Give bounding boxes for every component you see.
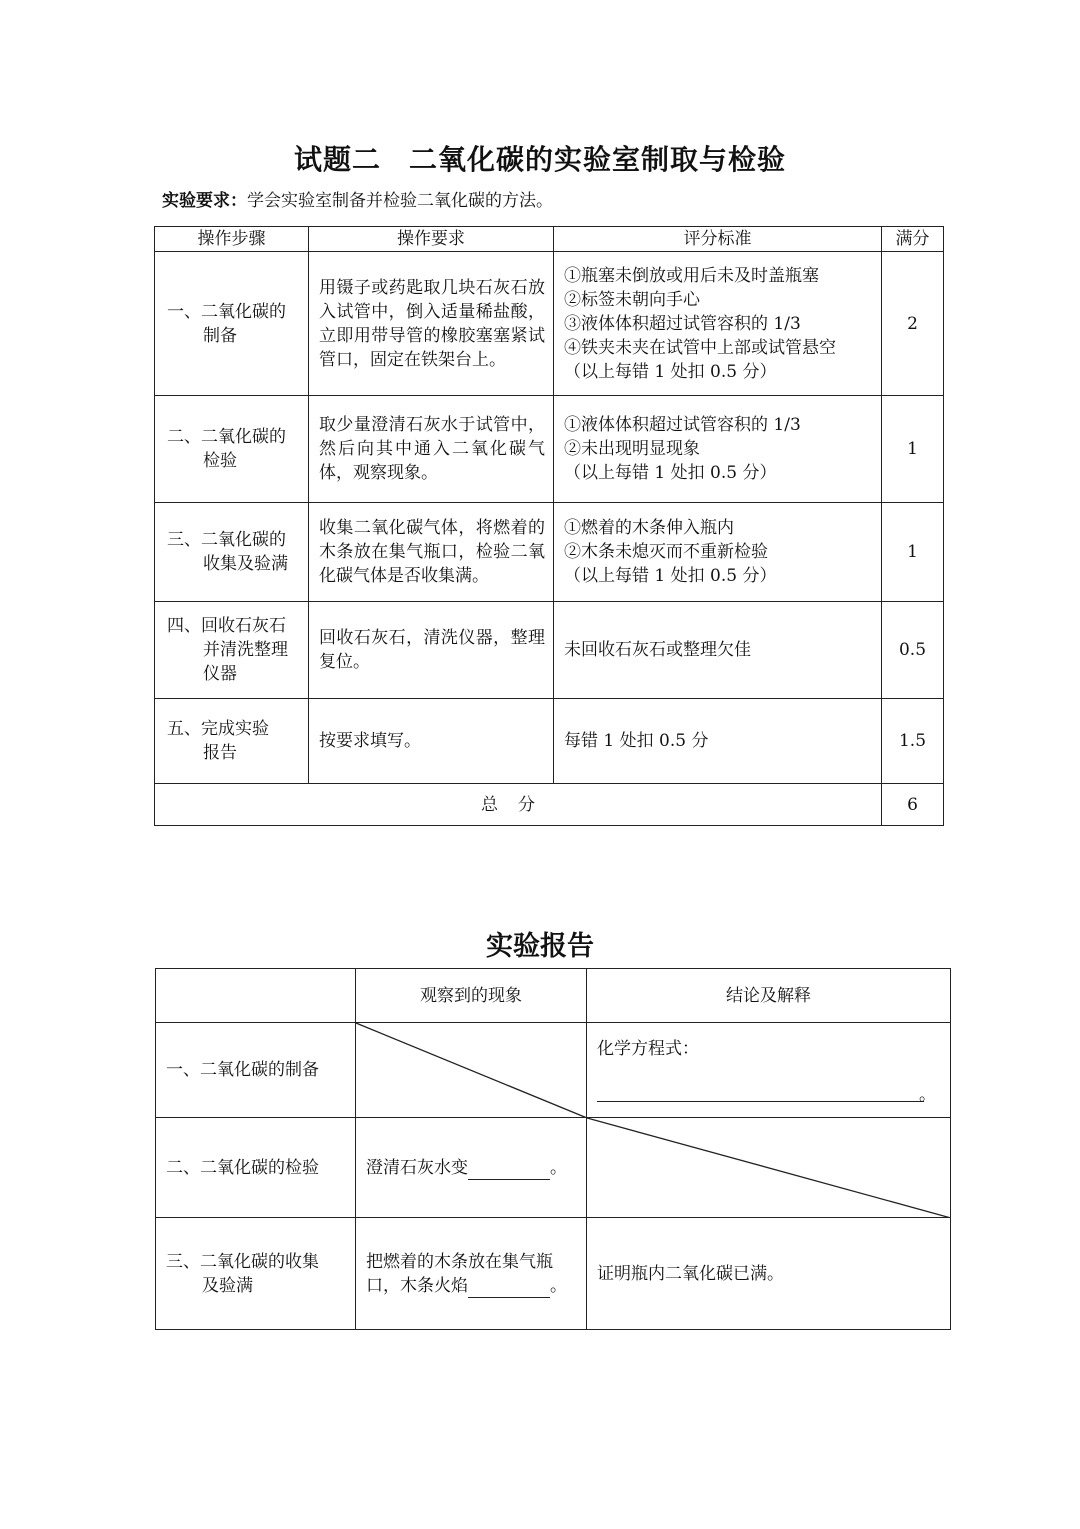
table-row: [155, 699, 944, 784]
scoring-table: [154, 226, 944, 826]
step-cell: 四、回收石灰石 并清洗整理 仪器: [155, 602, 309, 699]
table-row: [155, 396, 944, 503]
table-row: [155, 602, 944, 699]
score-cell: 1: [882, 503, 944, 602]
header-step: 操作步骤: [155, 227, 309, 252]
observation-cell: 把燃着的木条放在集气瓶 口，木条火焰 。: [356, 1218, 587, 1330]
report-step-cell: 三、二氧化碳的收集 及验满: [156, 1218, 356, 1330]
report-header-conclusion: 结论及解释: [587, 969, 951, 1023]
header-full-score: 满分: [882, 227, 944, 252]
criteria-cell: 每错 1 处扣 0.5 分: [554, 699, 882, 784]
table-row: [155, 503, 944, 602]
header-requirement: 操作要求: [309, 227, 554, 252]
report-step-cell: 二、二氧化碳的检验: [156, 1118, 356, 1218]
answer-blank[interactable]: [468, 1161, 550, 1180]
report-row: [156, 1218, 951, 1330]
report-title: 实验报告: [486, 931, 594, 962]
report-header-blank: [156, 969, 356, 1023]
requirement-cell: 取少量澄清石灰水于试管中，然后向其中通入二氧化碳气体，观察现象。: [309, 396, 554, 503]
table-row: [155, 252, 944, 396]
requirement-cell: 回收石灰石，清洗仪器，整理复位。: [309, 602, 554, 699]
report-table: [155, 968, 951, 1330]
experiment-requirement: [162, 186, 553, 211]
requirement-text: 学会实验室制备并检验二氧化碳的方法。: [247, 191, 553, 211]
requirement-cell: 用镊子或药匙取几块石灰石放入试管中，倒入适量稀盐酸，立即用带导管的橡胶塞塞紧试管口，固定在铁架台上。: [309, 252, 554, 396]
step-cell: 五、完成实验 报告: [155, 699, 309, 784]
page-title: [0, 138, 1080, 178]
conclusion-cell-crossed: [587, 1118, 951, 1218]
requirement-label: 实验要求：: [162, 191, 247, 211]
total-row: [155, 784, 944, 826]
conclusion-cell: [587, 1023, 951, 1118]
report-step-cell: 一、二氧化碳的制备: [156, 1023, 356, 1118]
total-label: 总分: [155, 784, 882, 826]
requirement-cell: 收集二氧化碳气体，将燃着的木条放在集气瓶口，检验二氧化碳气体是否收集满。: [309, 503, 554, 602]
total-score: 6: [882, 784, 944, 826]
diagonal-line: [587, 1118, 951, 1218]
answer-blank[interactable]: [468, 1279, 550, 1298]
equation-answer-line[interactable]: [597, 1101, 924, 1102]
step-cell: 一、二氧化碳的 制备: [155, 252, 309, 396]
equation-end: 。: [919, 1085, 936, 1105]
diagonal-line: [356, 1023, 587, 1118]
header-criteria: 评分标准: [554, 227, 882, 252]
title-number: 试题二: [293, 143, 381, 176]
report-header-observation: 观察到的现象: [356, 969, 587, 1023]
score-cell: 1.5: [882, 699, 944, 784]
requirement-cell: 按要求填写。: [309, 699, 554, 784]
criteria-cell: ①瓶塞未倒放或用后未及时盖瓶塞 ②标签未朝向手心 ③液体体积超过试管容积的 1/3 ④铁夹未夹在试管中上部或试管悬空 （以上每错 1 处扣 0.5 分）: [554, 252, 882, 396]
report-row: [156, 1118, 951, 1218]
score-cell: 1: [882, 396, 944, 503]
score-cell: 2: [882, 252, 944, 396]
equation-label: 化学方程式：: [597, 1039, 699, 1059]
title-topic: 二氧化碳的实验室制取与检验: [409, 143, 787, 176]
report-row: [156, 1023, 951, 1118]
scoring-header-row: [155, 227, 944, 252]
observation-cell: 澄清石灰水变 。: [356, 1118, 587, 1218]
score-cell: 0.5: [882, 602, 944, 699]
report-header-row: [156, 969, 951, 1023]
criteria-cell: ①液体体积超过试管容积的 1/3 ②未出现明显现象 （以上每错 1 处扣 0.5 分）: [554, 396, 882, 503]
observation-cell-crossed: [356, 1023, 587, 1118]
step-cell: 三、二氧化碳的 收集及验满: [155, 503, 309, 602]
criteria-cell: 未回收石灰石或整理欠佳: [554, 602, 882, 699]
conclusion-cell: 证明瓶内二氧化碳已满。: [587, 1218, 951, 1330]
criteria-cell: ①燃着的木条伸入瓶内 ②木条未熄灭而不重新检验 （以上每错 1 处扣 0.5 分）: [554, 503, 882, 602]
step-cell: 二、二氧化碳的 检验: [155, 396, 309, 503]
